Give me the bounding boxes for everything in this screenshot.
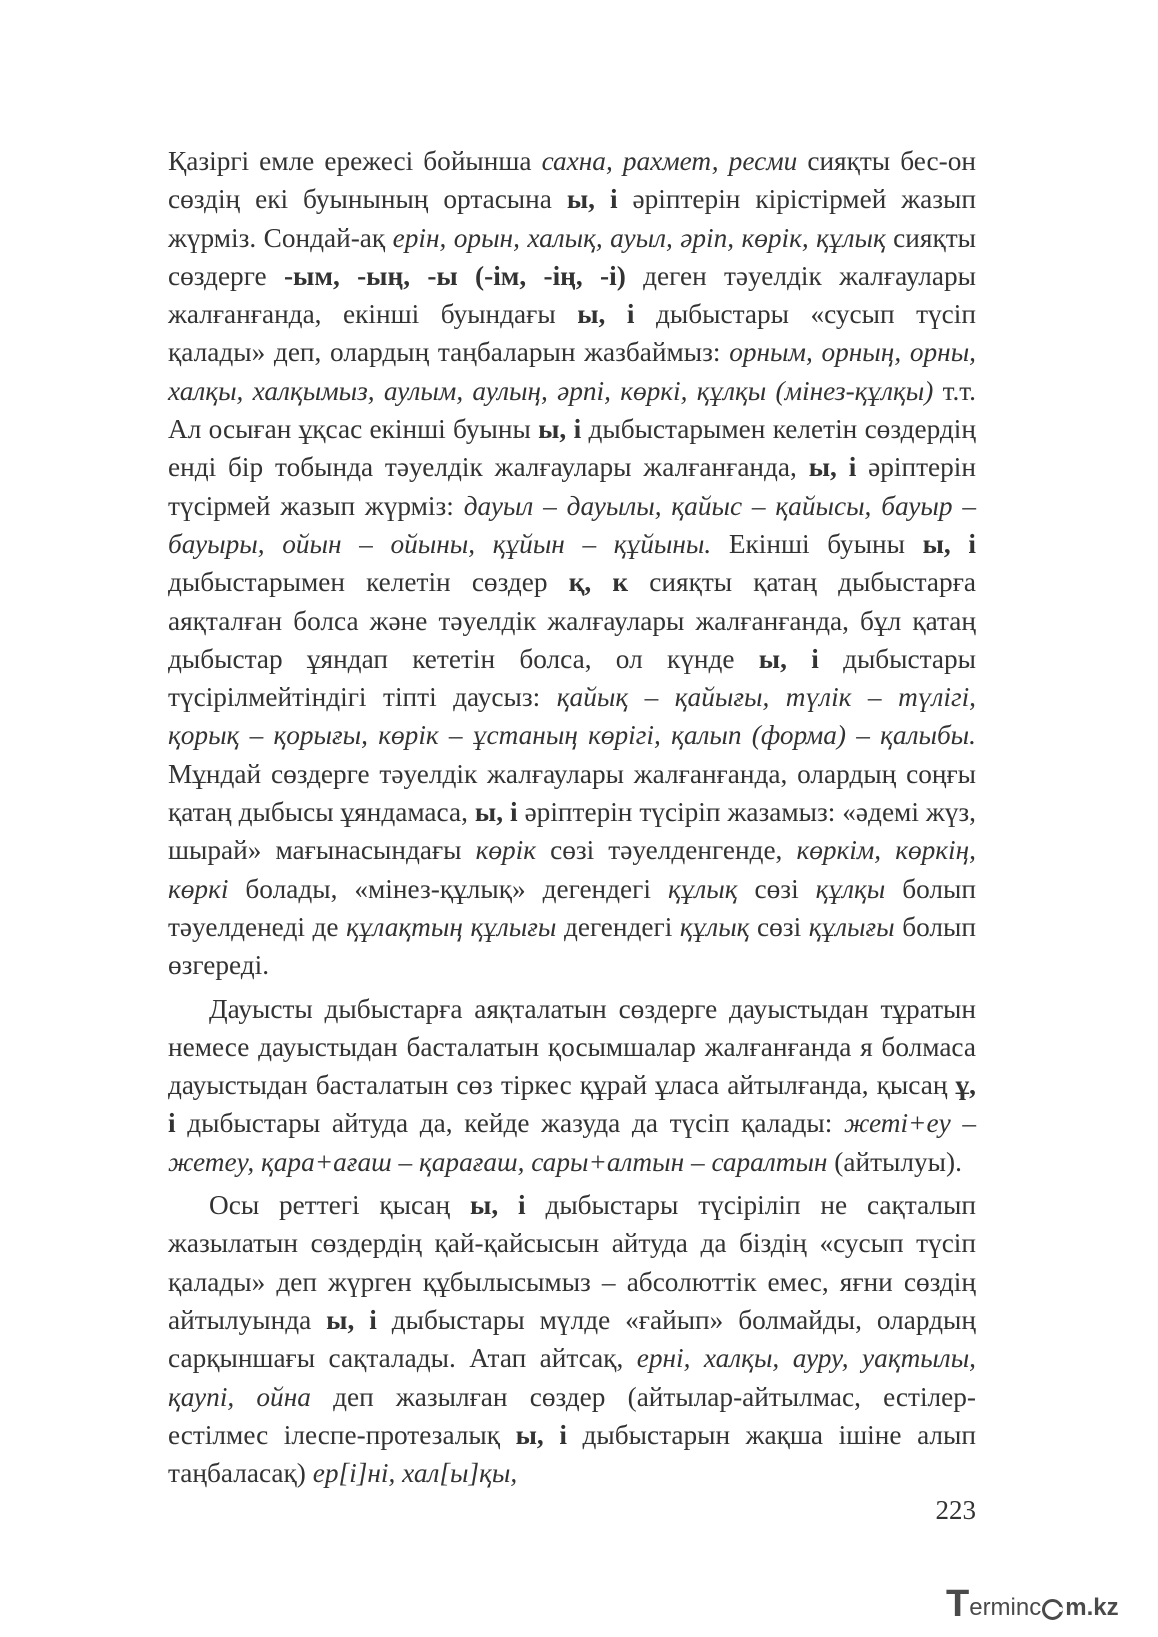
italic-text-run: ерні, халқы, ауру, уақтылы, қаупі, ойна (168, 1343, 976, 1412)
text-run: сияқты бес-он сөздің екі буынының ортасына (168, 146, 976, 215)
italic-text-run: жеті+еу – жетеу, қара+ағаш – қарағаш, сары+алтын – саралтын (168, 1108, 976, 1177)
italic-text-run: құлық (679, 911, 750, 942)
paragraph (168, 142, 976, 985)
text-run: дыбыстарымен келетін сөздердің енді бір тобында тәуелдік жалғаулары жалғанғанда, (168, 414, 976, 483)
italic-text-run: қайық – қайығы, түлік – түлігі, қорық – қорығы, көрік – ұстаның көрігі, қалып (форма) – қалыбы. (168, 682, 977, 751)
text-run: дыбыстары мүлде «ғайып» болмайды, олардың сарқыншағы сақталады. Атап айтсақ, (168, 1304, 976, 1374)
text-run: дыбыстарымен келетін сөздер (168, 567, 569, 598)
text-run: сияқты сөздерге (168, 222, 976, 291)
bold-text-run: ы, і (515, 1419, 567, 1450)
text-run: дегендегі (556, 911, 680, 942)
text-run: болып өзгереді. (168, 911, 976, 981)
italic-text-run: орным, орның, орны, халқы, халқымыз, аулым, аулың, әрпі, көркі, құлқы (мінез-құлқы) (168, 337, 976, 406)
text-run: дыбыстары түсірілмейтіндігі тіпті даусыз: (168, 643, 977, 713)
termincom-watermark-logo (946, 1583, 1119, 1623)
bold-text-run: ы, і (577, 299, 635, 330)
bold-text-run: ы, і (474, 797, 518, 828)
ring-icon (1042, 1599, 1063, 1620)
italic-text-run: көркім, көркің, көркі (168, 835, 976, 904)
text-run: әріптерін кірістірмей жазып жүрміз. Сондай-ақ (168, 184, 976, 253)
italic-text-run: көрік (475, 835, 537, 866)
text-run: болып тәуелденеді де (168, 873, 976, 942)
text-run: Екінші буыны (711, 528, 923, 559)
bold-text-run: ы, і (470, 1190, 526, 1221)
text-run: болады, «мінез-құлық» дегендегі (228, 873, 668, 904)
italic-text-run: ерін, орын, халық, ауыл, әріп, көрік, құлық (392, 222, 886, 253)
text-run: т.т. Ал осыған ұқсас екінші буыны (168, 375, 976, 445)
paragraph (168, 990, 976, 1181)
italic-text-run: құлығы (808, 911, 895, 942)
italic-text-run: құлақтың құлығы (346, 911, 557, 942)
bold-text-run: ы, і (566, 184, 618, 215)
italic-text-run: сахна, рахмет, ресми (541, 146, 798, 176)
bold-text-run: қ, к (568, 567, 629, 598)
text-run: дыбыстары түсіріліп не сақталып жазылатын сөздердің қай-қайсысын айтуда да біздің «сусып түсіп қалады» деп жүрген құбылысымыз – абсолюттік емес, яғни сөздің айтылуында (168, 1190, 976, 1335)
text-run: дыбыстарын жақша ішіне алып таңбаласақ) (168, 1419, 976, 1489)
text-run: дыбыстары «сусып түсіп қалады» деп, олардың таңбаларын жазбаймыз: (168, 299, 976, 368)
page-number: 223 (935, 1495, 976, 1525)
text-run: сөзі тәуелденгенде, (536, 835, 797, 866)
text-run: Қазіргі емле ережесі бойынша (168, 146, 542, 176)
text-run: деген тәуелдік жалғаулары жалғанғанда, екінші буындағы (168, 260, 977, 330)
text-run: Мұндай сөздерге тәуелдік жалғаулары жалғанғанда, олардың соңғы қатаң дыбысы ұяндамаса, (168, 758, 976, 828)
bold-text-run: ы, і (922, 528, 976, 559)
italic-text-run: құлқы (815, 873, 886, 904)
bold-text-run: ы, і (758, 643, 819, 674)
bold-text-run: ұ, і (168, 1070, 976, 1139)
page-body (168, 142, 976, 1497)
text-run: дыбыстары айтуда да, кейде жазуда да түсіп қалады: (175, 1108, 844, 1139)
text-run: сияқты қатаң дыбыстарға аяқталған болса және тәуелдік жалғаулары жалғанғанда, бұл қатаң дыбыстар ұяндап кететін болса, ол күнде (168, 567, 977, 674)
italic-text-run: ер[і]ні, хал[ы]қы, (312, 1458, 518, 1489)
bold-text-run: ы, і (808, 452, 857, 483)
watermark-text: erminc (969, 1594, 1042, 1621)
text-run: сөзі (749, 911, 809, 942)
paragraph (168, 1186, 976, 1492)
italic-text-run: құлық (667, 873, 738, 904)
bold-text-run: ы, і (326, 1304, 377, 1335)
text-run: деп жазылған сөздер (айтылар-айтылмас, естілер-естілмес ілеспе-протезалық (168, 1381, 976, 1450)
watermark-domain: m.kz (1065, 1594, 1119, 1621)
bold-text-run: ы, і (538, 414, 582, 445)
watermark-letter: T (946, 1583, 970, 1625)
text-run: Дауысты дыбыстарға аяқталатын сөздерге дауыстыдан тұратын немесе дауыстыдан басталатын қосымшалар жалғанғанда я болмаса дауыстыдан басталатын сөз тіркес құрай ұласа айтылғанда, қысаң (168, 993, 976, 1101)
text-run: әріптерін түсірмей жазып жүрміз: (168, 452, 977, 521)
text-run: (айтылуы). (827, 1146, 962, 1177)
text-run: сөзі (737, 873, 816, 904)
text-run: әріптерін түсіріп жазамыз: «әдемі жүз, шырай» мағынасындағы (168, 797, 976, 866)
bold-text-run: -ым, -ың, -ы (-ім, -ің, -і) (283, 260, 626, 291)
italic-text-run: дауыл – дауылы, қайыс – қайысы, бауыр – бауыры, ойын – ойыны, құйын – құйыны. (168, 490, 976, 559)
text-run: Осы реттегі қысаң (209, 1190, 471, 1221)
